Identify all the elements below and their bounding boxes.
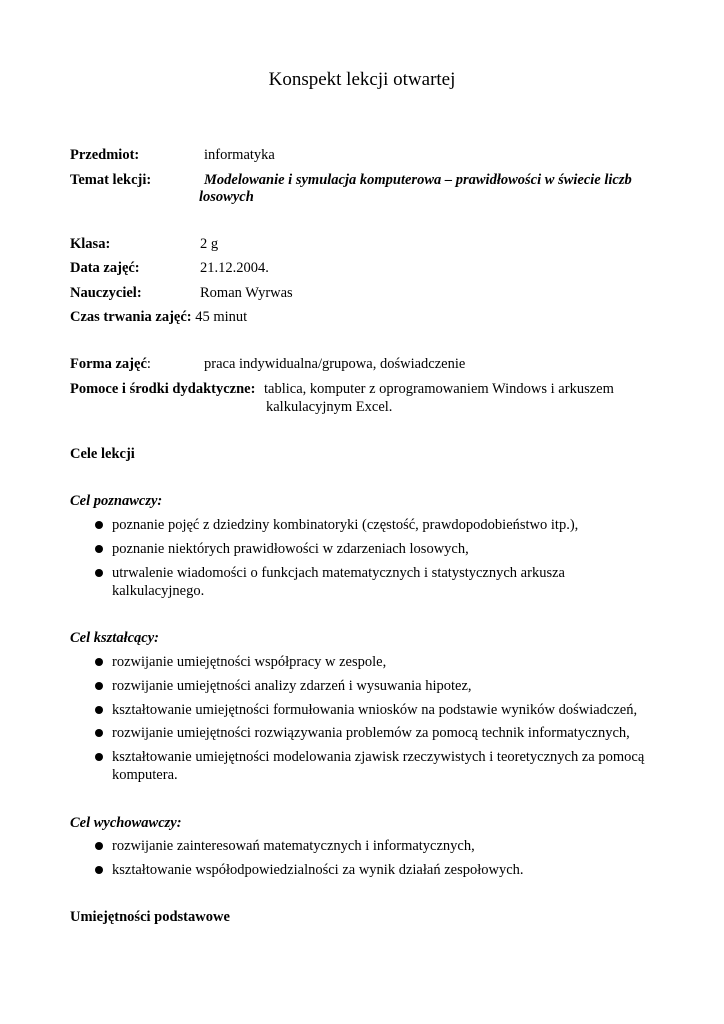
bullet-icon <box>95 658 103 666</box>
bullet-icon <box>95 521 103 529</box>
upbringing-goal-heading: Cel wychowawczy: <box>70 815 182 831</box>
list-item-text: kształtowanie umiejętności formułowania wniosków na podstawie wyników doświadczeń, <box>112 702 638 718</box>
aids-value-line2: kalkulacyjnym Excel. <box>266 399 393 415</box>
list-item-text: utrwalenie wiadomości o funkcjach matematycznych i statystycznych arkusza <box>112 565 565 581</box>
list-item-text: rozwijanie zainteresowań matematycznych i informatycznych, <box>112 838 475 854</box>
bullet-icon <box>95 753 103 761</box>
list-item-text: kształtowanie umiejętności modelowania zjawisk rzeczywistych i teoretycznych za pomocą <box>112 749 645 765</box>
subject-value: informatyka <box>204 147 275 163</box>
aids-label: Pomoce i środki dydaktyczne: <box>70 381 256 397</box>
form-label: Forma zajęć <box>70 356 147 372</box>
duration-value: 45 minut <box>195 309 248 325</box>
topic-label: Temat lekcji: <box>70 172 152 188</box>
bullet-icon <box>95 682 103 690</box>
list-item-text: rozwijanie umiejętności rozwiązywania problemów za pomocą technik informatycznych, <box>112 725 630 741</box>
form-label-row <box>70 355 151 373</box>
aids-value-line1: tablica, komputer z oprogramowaniem Windows i arkuszem <box>264 381 614 397</box>
duration-row <box>70 308 247 326</box>
list-item-text: rozwijanie umiejętności współpracy w zespole, <box>112 654 387 670</box>
bullet-icon <box>95 569 103 577</box>
goals-heading: Cele lekcji <box>70 446 135 462</box>
duration-label: Czas trwania zajęć: <box>70 309 192 325</box>
page-title: Konspekt lekcji otwartej <box>268 69 456 90</box>
topic-value-line2: losowych <box>199 189 254 205</box>
cognitive-goal-heading: Cel poznawczy: <box>70 493 163 509</box>
list-item-text-continued: komputera. <box>112 767 178 783</box>
bullet-icon <box>95 729 103 737</box>
bullet-icon <box>95 545 103 553</box>
teacher-value: Roman Wyrwas <box>200 285 293 301</box>
form-value: praca indywidualna/grupowa, doświadczenie <box>204 356 466 372</box>
class-value: 2 g <box>200 236 219 252</box>
basic-skills-heading: Umiejętności podstawowe <box>70 909 230 925</box>
topic-value-line1: Modelowanie i symulacja komputerowa – prawidłowości w świecie liczb <box>204 172 632 188</box>
subject-label: Przedmiot: <box>70 147 140 163</box>
class-label: Klasa: <box>70 236 111 252</box>
teacher-label: Nauczyciel: <box>70 285 142 301</box>
bullet-icon <box>95 842 103 850</box>
list-item-text: poznanie niektórych prawidłowości w zdarzeniach losowych, <box>112 541 469 557</box>
bullet-icon <box>95 706 103 714</box>
list-item-text: rozwijanie umiejętności analizy zdarzeń i wysuwania hipotez, <box>112 678 472 694</box>
form-colon: : <box>146 356 151 372</box>
bullet-icon <box>95 866 103 874</box>
list-item-text: kształtowanie współodpowiedzialności za wynik działań zespołowych. <box>112 862 524 878</box>
list-item-text: poznanie pojęć z dziedziny kombinatoryki (częstość, prawdopodobieństwo itp.), <box>112 517 579 533</box>
educational-goal-heading: Cel kształcący: <box>70 630 159 646</box>
date-value: 21.12.2004. <box>200 260 269 276</box>
date-label: Data zajęć: <box>70 260 140 276</box>
list-item-text-continued: kalkulacyjnego. <box>112 583 205 599</box>
